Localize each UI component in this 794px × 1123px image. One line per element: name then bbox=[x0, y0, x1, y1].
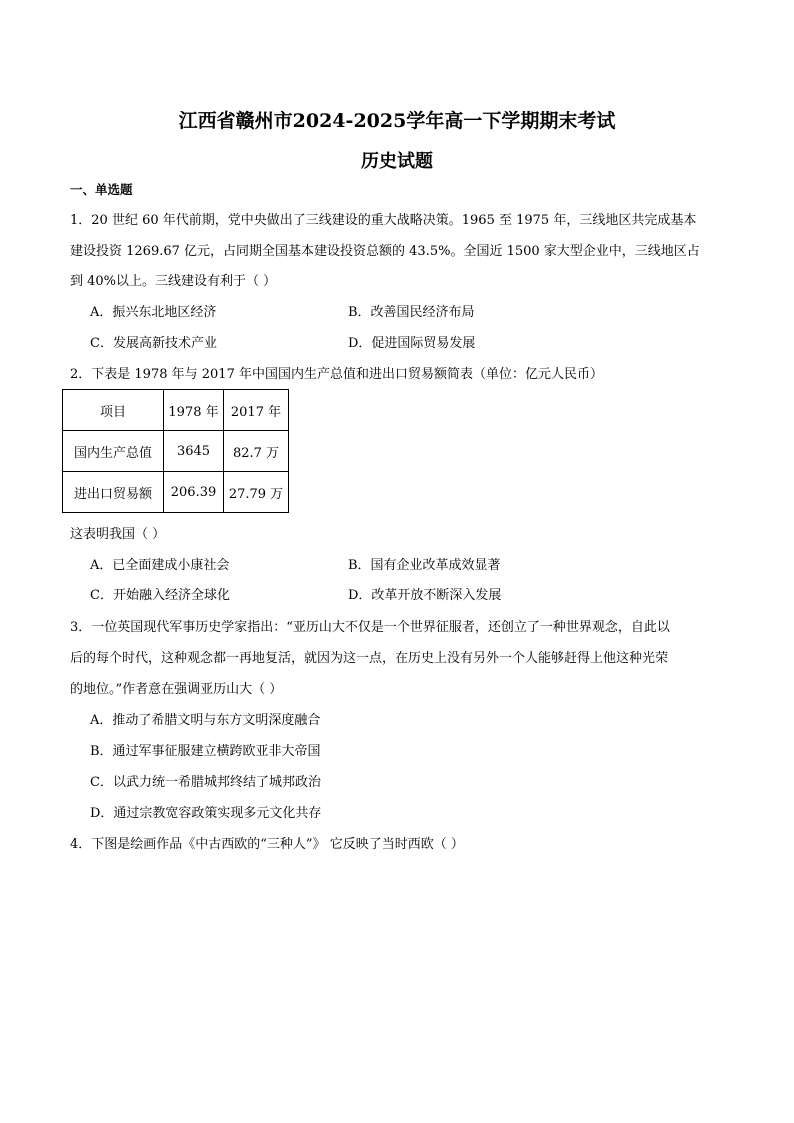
section-heading: 一、单选题 bbox=[70, 182, 133, 197]
gdp-trade-table bbox=[62, 389, 289, 513]
question-3-line-3: 的地位。”作者意在强调亚历山大（ ） bbox=[70, 682, 283, 697]
question-1-option-c[interactable]: C．发展高新技术产业 bbox=[90, 336, 217, 351]
question-1-option-d[interactable]: D．促进国际贸易发展 bbox=[348, 336, 476, 351]
table-cell: 进出口贸易额 bbox=[63, 472, 164, 513]
question-3-option-b[interactable]: B．通过军事征服建立横跨欧亚非大帝国 bbox=[90, 744, 321, 759]
question-1-line-2: 建设投资 1269.67 亿元，占同期全国基本建设投资总额的 43.5%。全国近 1500 家大型企业中，三线地区占 bbox=[70, 244, 700, 259]
question-2-option-c[interactable]: C．开始融入经济全球化 bbox=[90, 588, 230, 603]
page-title: 江西省赣州市2024-2025学年高一下学期期末考试 bbox=[178, 110, 616, 132]
question-2-option-a[interactable]: A．已全面建成小康社会 bbox=[90, 558, 230, 573]
table-cell: 206.39 bbox=[164, 472, 224, 513]
table-cell: 82.7 万 bbox=[224, 431, 289, 472]
table-header-cell: 项目 bbox=[63, 390, 164, 431]
table-header-cell: 2017 年 bbox=[224, 390, 289, 431]
table-cell: 27.79 万 bbox=[224, 472, 289, 513]
question-3-line-1: 3．一位英国现代军事历史学家指出：“亚历山大不仅是一个世界征服者，还创立了一种世界观念，自此以 bbox=[70, 620, 670, 635]
question-2-line-1: 2．下表是 1978 年与 2017 年中国国内生产总值和进出口贸易额简表（单位：亿元人民币） bbox=[70, 367, 603, 382]
question-2-option-b[interactable]: B．国有企业改革成效显著 bbox=[348, 558, 501, 573]
question-1-line-1: 1．20 世纪 60 年代前期，党中央做出了三线建设的重大战略决策。1965 至 1975 年，三线地区共完成基本 bbox=[70, 213, 697, 228]
table-header-row bbox=[63, 390, 289, 431]
question-2-after: 这表明我国（ ） bbox=[70, 527, 166, 542]
question-4-line-1: 4．下图是绘画作品《中古西欧的“三种人”》 它反映了当时西欧（ ） bbox=[70, 837, 464, 852]
question-2-option-d[interactable]: D．改革开放不断深入发展 bbox=[348, 588, 502, 603]
question-1-option-a[interactable]: A．振兴东北地区经济 bbox=[90, 305, 217, 320]
question-3-option-a[interactable]: A．推动了希腊文明与东方文明深度融合 bbox=[90, 713, 321, 728]
table-header-cell: 1978 年 bbox=[164, 390, 224, 431]
question-3-option-c[interactable]: C．以武力统一希腊城邦终结了城邦政治 bbox=[90, 775, 321, 790]
table-row bbox=[63, 472, 289, 513]
table-cell: 3645 bbox=[164, 431, 224, 472]
question-3-line-2: 后的每个时代，这种观念都一再地复活，就因为这一点，在历史上没有另外一个人能够赶得上他这种光荣 bbox=[70, 651, 669, 666]
table-row bbox=[63, 431, 289, 472]
question-1-option-b[interactable]: B．改善国民经济布局 bbox=[348, 305, 475, 320]
table-cell: 国内生产总值 bbox=[63, 431, 164, 472]
question-1-line-3: 到 40%以上。三线建设有利于（ ） bbox=[70, 274, 277, 289]
page-subtitle: 历史试题 bbox=[361, 151, 433, 172]
question-3-option-d[interactable]: D．通过宗教宽容政策实现多元文化共存 bbox=[90, 806, 322, 821]
